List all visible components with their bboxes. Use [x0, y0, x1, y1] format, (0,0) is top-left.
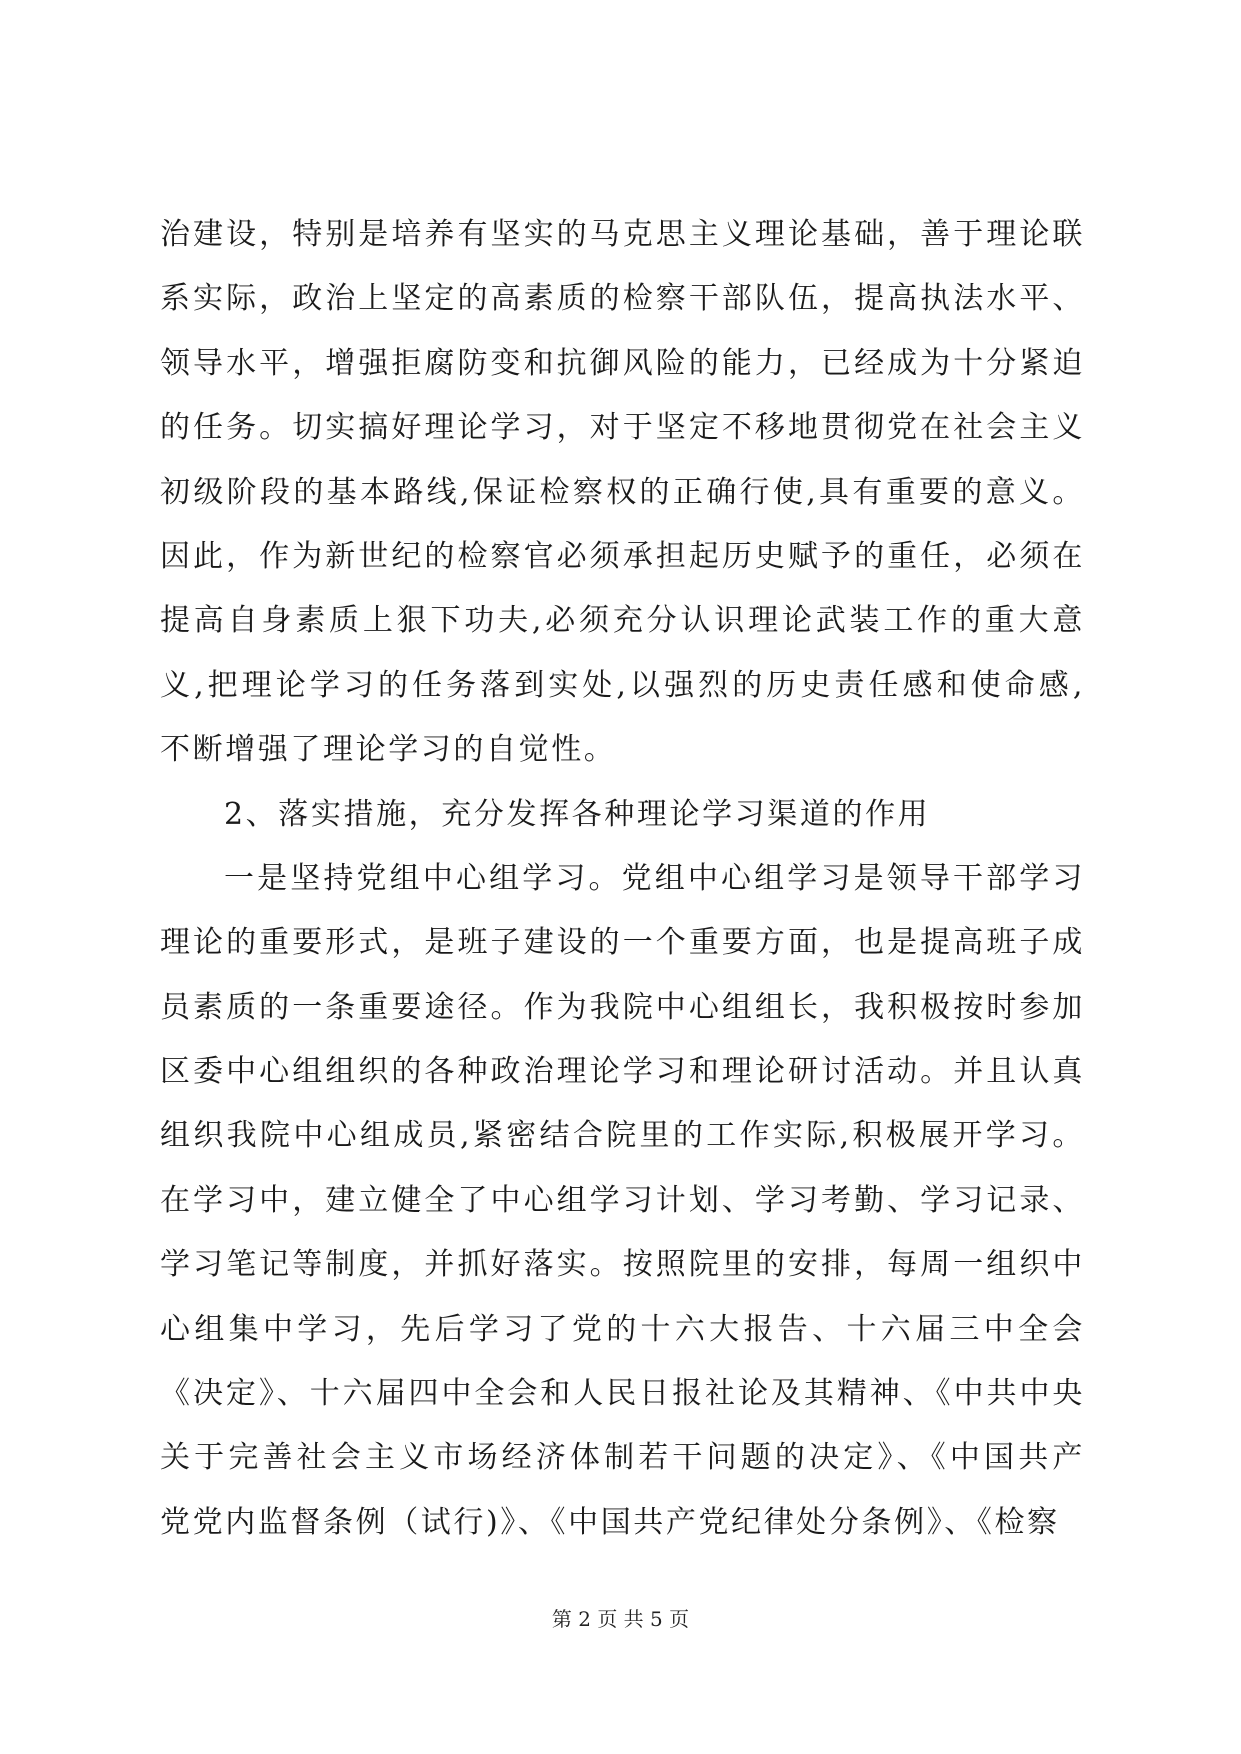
paragraph-line: 提高自身素质上狠下功夫,必须充分认识理论武装工作的重大意 [160, 603, 1085, 639]
paragraph-line: 的任务。切实搞好理论学习，对于坚定不移地贯彻党在社会主义 [160, 410, 1085, 446]
paragraph-line: 党党内监督条例（试行)》、《中国共产党纪律处分条例》、《检察 [160, 1504, 1060, 1540]
page-footer: 第 2 页 共 5 页 [551, 1607, 690, 1631]
paragraph-line: 《决定》、十六届四中全会和人民日报社论及其精神、《中共中央 [160, 1376, 1085, 1412]
paragraph-line: 组织我院中心组成员,紧密结合院里的工作实际,积极展开学习。 [160, 1118, 1085, 1154]
paragraph-line: 员素质的一条重要途径。作为我院中心组组长，我积极按时参加 [160, 989, 1085, 1025]
paragraph-line: 因此，作为新世纪的检察官必须承担起历史赋予的重任，必须在 [160, 538, 1085, 574]
body-text [160, 203, 1085, 1555]
paragraph-line: 治建设，特别是培养有坚实的马克思主义理论基础，善于理论联 [160, 217, 1085, 252]
paragraph-line: 一是坚持党组中心组学习。党组中心组学习是领导干部学习 [224, 860, 1085, 896]
paragraph-line: 系实际，政治上坚定的高素质的检察干部队伍，提高执法水平、 [160, 281, 1085, 317]
paragraph-line: 初级阶段的基本路线,保证检察权的正确行使,具有重要的意义。 [160, 474, 1085, 510]
paragraph-line: 2、落实措施，充分发挥各种理论学习渠道的作用 [224, 796, 931, 832]
paragraph-line: 学习笔记等制度，并抓好落实。按照院里的安排，每周一组织中 [160, 1247, 1085, 1283]
paragraph-line: 不断增强了理论学习的自觉性。 [160, 732, 617, 768]
paragraph-line: 关于完善社会主义市场经济体制若干问题的决定》、《中国共产 [160, 1440, 1085, 1476]
paragraph-line: 区委中心组组织的各种政治理论学习和理论研讨活动。并且认真 [160, 1054, 1085, 1090]
paragraph-line: 领导水平，增强拒腐防变和抗御风险的能力，已经成为十分紧迫 [160, 345, 1085, 381]
paragraph-line: 理论的重要形式，是班子建设的一个重要方面，也是提高班子成 [160, 925, 1085, 961]
paragraph-line: 心组集中学习，先后学习了党的十六大报告、十六届三中全会 [160, 1311, 1085, 1347]
paragraph-line: 在学习中，建立健全了中心组学习计划、学习考勤、学习记录、 [160, 1182, 1085, 1218]
paragraph-line: 义,把理论学习的任务落到实处,以强烈的历史责任感和使命感, [160, 667, 1085, 703]
